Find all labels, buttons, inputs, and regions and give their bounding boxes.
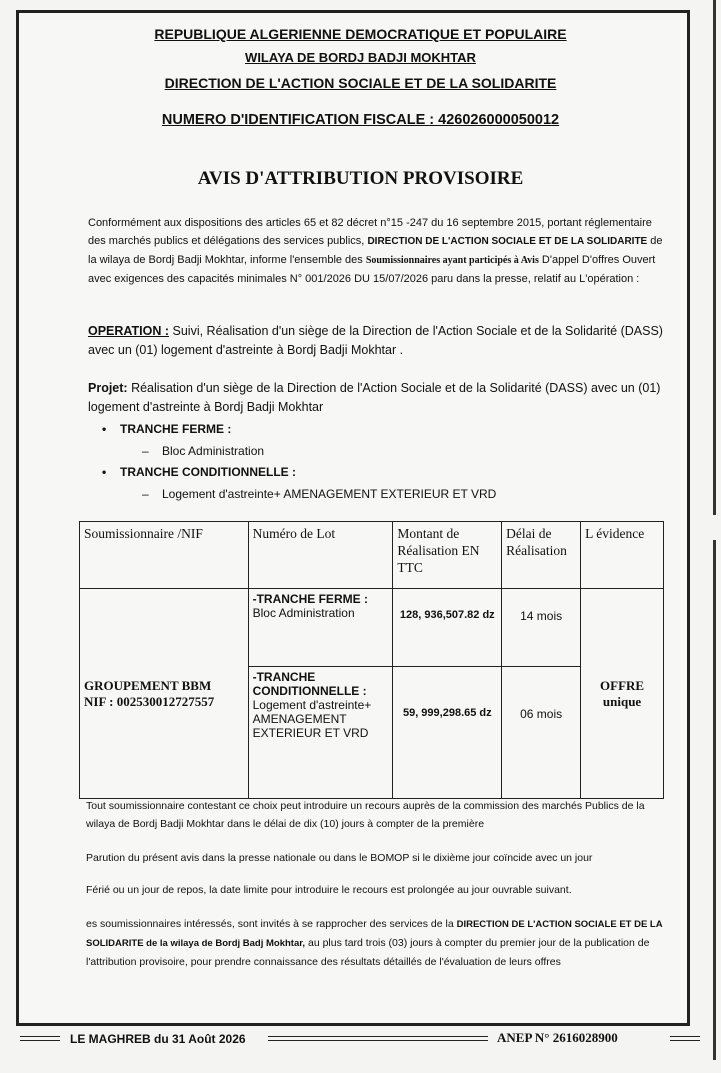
operation-text: Suivi, Réalisation d'un siège de la Direction de l'Action Sociale et de la Solidarité (DASS) avec un (01) logement d'astreinte à Bordj Badji Mokhtar . <box>88 324 663 357</box>
intro-bold-1: DIRECTION DE L'ACTION SOCIALE ET DE LA SOLIDARITE <box>367 236 648 247</box>
projet-text: Réalisation d'un siège de la Direction de l'Action Sociale et de la Solidarité (DASS) avec un (01) logement d'astreinte à Bordj Badji Mokhtar <box>88 381 661 414</box>
lot-cell <box>248 589 393 667</box>
footer-rule <box>670 1036 700 1041</box>
col-header-montant: Montant de Réalisation EN TTC <box>393 522 502 589</box>
intro-bold-2: Soumissionnaires ayant participés à Avis <box>365 255 539 266</box>
closing-paragraph-2: Parution du présent avis dans la presse nationale ou dans le BOMOP si le dixième jour coïncide avec un jour <box>86 852 593 864</box>
evidence-cell: OFFRE unique <box>581 589 664 799</box>
tranche-ferme-title: TRANCHE FERME : <box>120 422 232 436</box>
tranche-ferme-item: Bloc Administration <box>162 444 265 458</box>
table-header-row <box>80 522 664 589</box>
lot1-item: Bloc Administration <box>252 606 355 620</box>
intro-text-2: de la wilaya de Bordj Badji Mokhtar, informe l'ensemble des <box>88 235 663 266</box>
bidder-nif: NIF : 002530012727557 <box>84 693 215 709</box>
closing-text-4c: au plus tard trois (03) jours à compter du premier jour de la publication de l'attribution provisoire, pour prendre connaissance des résultats détaillés de l'évaluation de leurs offres <box>86 937 650 968</box>
table-row <box>80 589 664 667</box>
dash-icon: – <box>142 487 149 501</box>
bidder-name: GROUPEMENT BBM <box>84 677 212 693</box>
bidder-cell <box>80 589 249 799</box>
column-divider <box>713 540 716 1060</box>
header-republic: REPUBLIQUE ALGERIENNE DEMOCRATIQUE ET POPULAIRE <box>154 26 567 42</box>
closing-paragraph-4 <box>86 915 676 971</box>
col-header-evidence: L évidence <box>581 522 664 589</box>
footer-publication: LE MAGHREB du 31 Août 2026 <box>70 1032 246 1046</box>
attribution-table <box>79 521 664 799</box>
bullet-icon: • <box>102 422 107 436</box>
lot2-amount: 59, 999,298.65 dz <box>393 667 502 799</box>
header-direction: DIRECTION DE L'ACTION SOCIALE ET DE LA SOLIDARITE <box>164 75 557 91</box>
lot2-title: -TRANCHE CONDITIONNELLE : <box>252 670 367 698</box>
projet-label: Projet: <box>88 381 128 395</box>
header-nif: NUMERO D'IDENTIFICATION FISCALE : 426026000050012 <box>161 112 560 128</box>
operation-label: OPERATION : <box>88 324 170 338</box>
footer-rule <box>20 1036 60 1041</box>
notice-frame <box>16 10 690 1026</box>
tranche-conditionnelle-title: TRANCHE CONDITIONNELLE : <box>120 465 296 479</box>
dash-icon: – <box>142 444 149 458</box>
closing-text-4a: es soumissionnaires intéressés, sont invités à se rapprocher des services de la <box>86 918 454 930</box>
closing-paragraph-3: Férié ou un jour de repos, la date limite pour introduire le recours est prolongée au jour ouvrable suivant. <box>86 884 572 896</box>
lot1-amount: 128, 936,507.82 dz <box>393 589 502 667</box>
lot2-delay: 06 mois <box>502 667 581 799</box>
bullet-icon: • <box>102 465 107 479</box>
header-wilaya: WILAYA DE BORDJ BADJI MOKHTAR <box>245 50 476 65</box>
lot1-delay: 14 mois <box>502 589 581 667</box>
col-header-soumissionnaire: Soumissionnaire /NIF <box>80 522 249 589</box>
closing-bold-4b: DIRECTION DE L'ACTION SOCIALE ET DE LA SOLIDARITE de la wilaya de Bordj Badj Mokhtar, <box>86 919 663 949</box>
lot2-item: Logement d'astreinte+ AMENAGEMENT EXTERIEUR ET VRD <box>252 698 372 740</box>
footer-rule <box>268 1036 488 1041</box>
footer-anep: ANEP N° 2616028900 <box>497 1030 618 1045</box>
lot1-title: -TRANCHE FERME : <box>252 592 368 606</box>
col-header-lot: Numéro de Lot <box>248 522 393 589</box>
lot-cell <box>248 667 393 799</box>
notice-title: AVIS D'ATTRIBUTION PROVISOIRE <box>197 168 524 189</box>
operation-paragraph <box>88 322 668 360</box>
intro-text-1: Conformément aux dispositions des articles 65 et 82 décret n°15 -247 du 16 septembre 2015, portant réglementaire des marchés publics et délégations des services publics, <box>88 217 652 247</box>
tranche-conditionnelle-item: Logement d'astreinte+ AMENAGEMENT EXTERIEUR ET VRD <box>162 487 497 501</box>
intro-paragraph <box>88 214 668 288</box>
projet-paragraph <box>88 379 668 417</box>
intro-text-3: D'appel D'offres Ouvert avec exigences des capacités minimales N° 001/2026 DU 15/07/2026 paru dans la presse, relatif au L'opération : <box>88 254 656 285</box>
closing-paragraph-1: Tout soumissionnaire contestant ce choix peut introduire un recours auprès de la commission des marchés Publics de la wilaya de Bordj Badji Mokhtar dans le délai de dix (10) jours à compter de la première <box>86 800 645 830</box>
col-header-delai: Délai de Réalisation <box>502 522 581 589</box>
